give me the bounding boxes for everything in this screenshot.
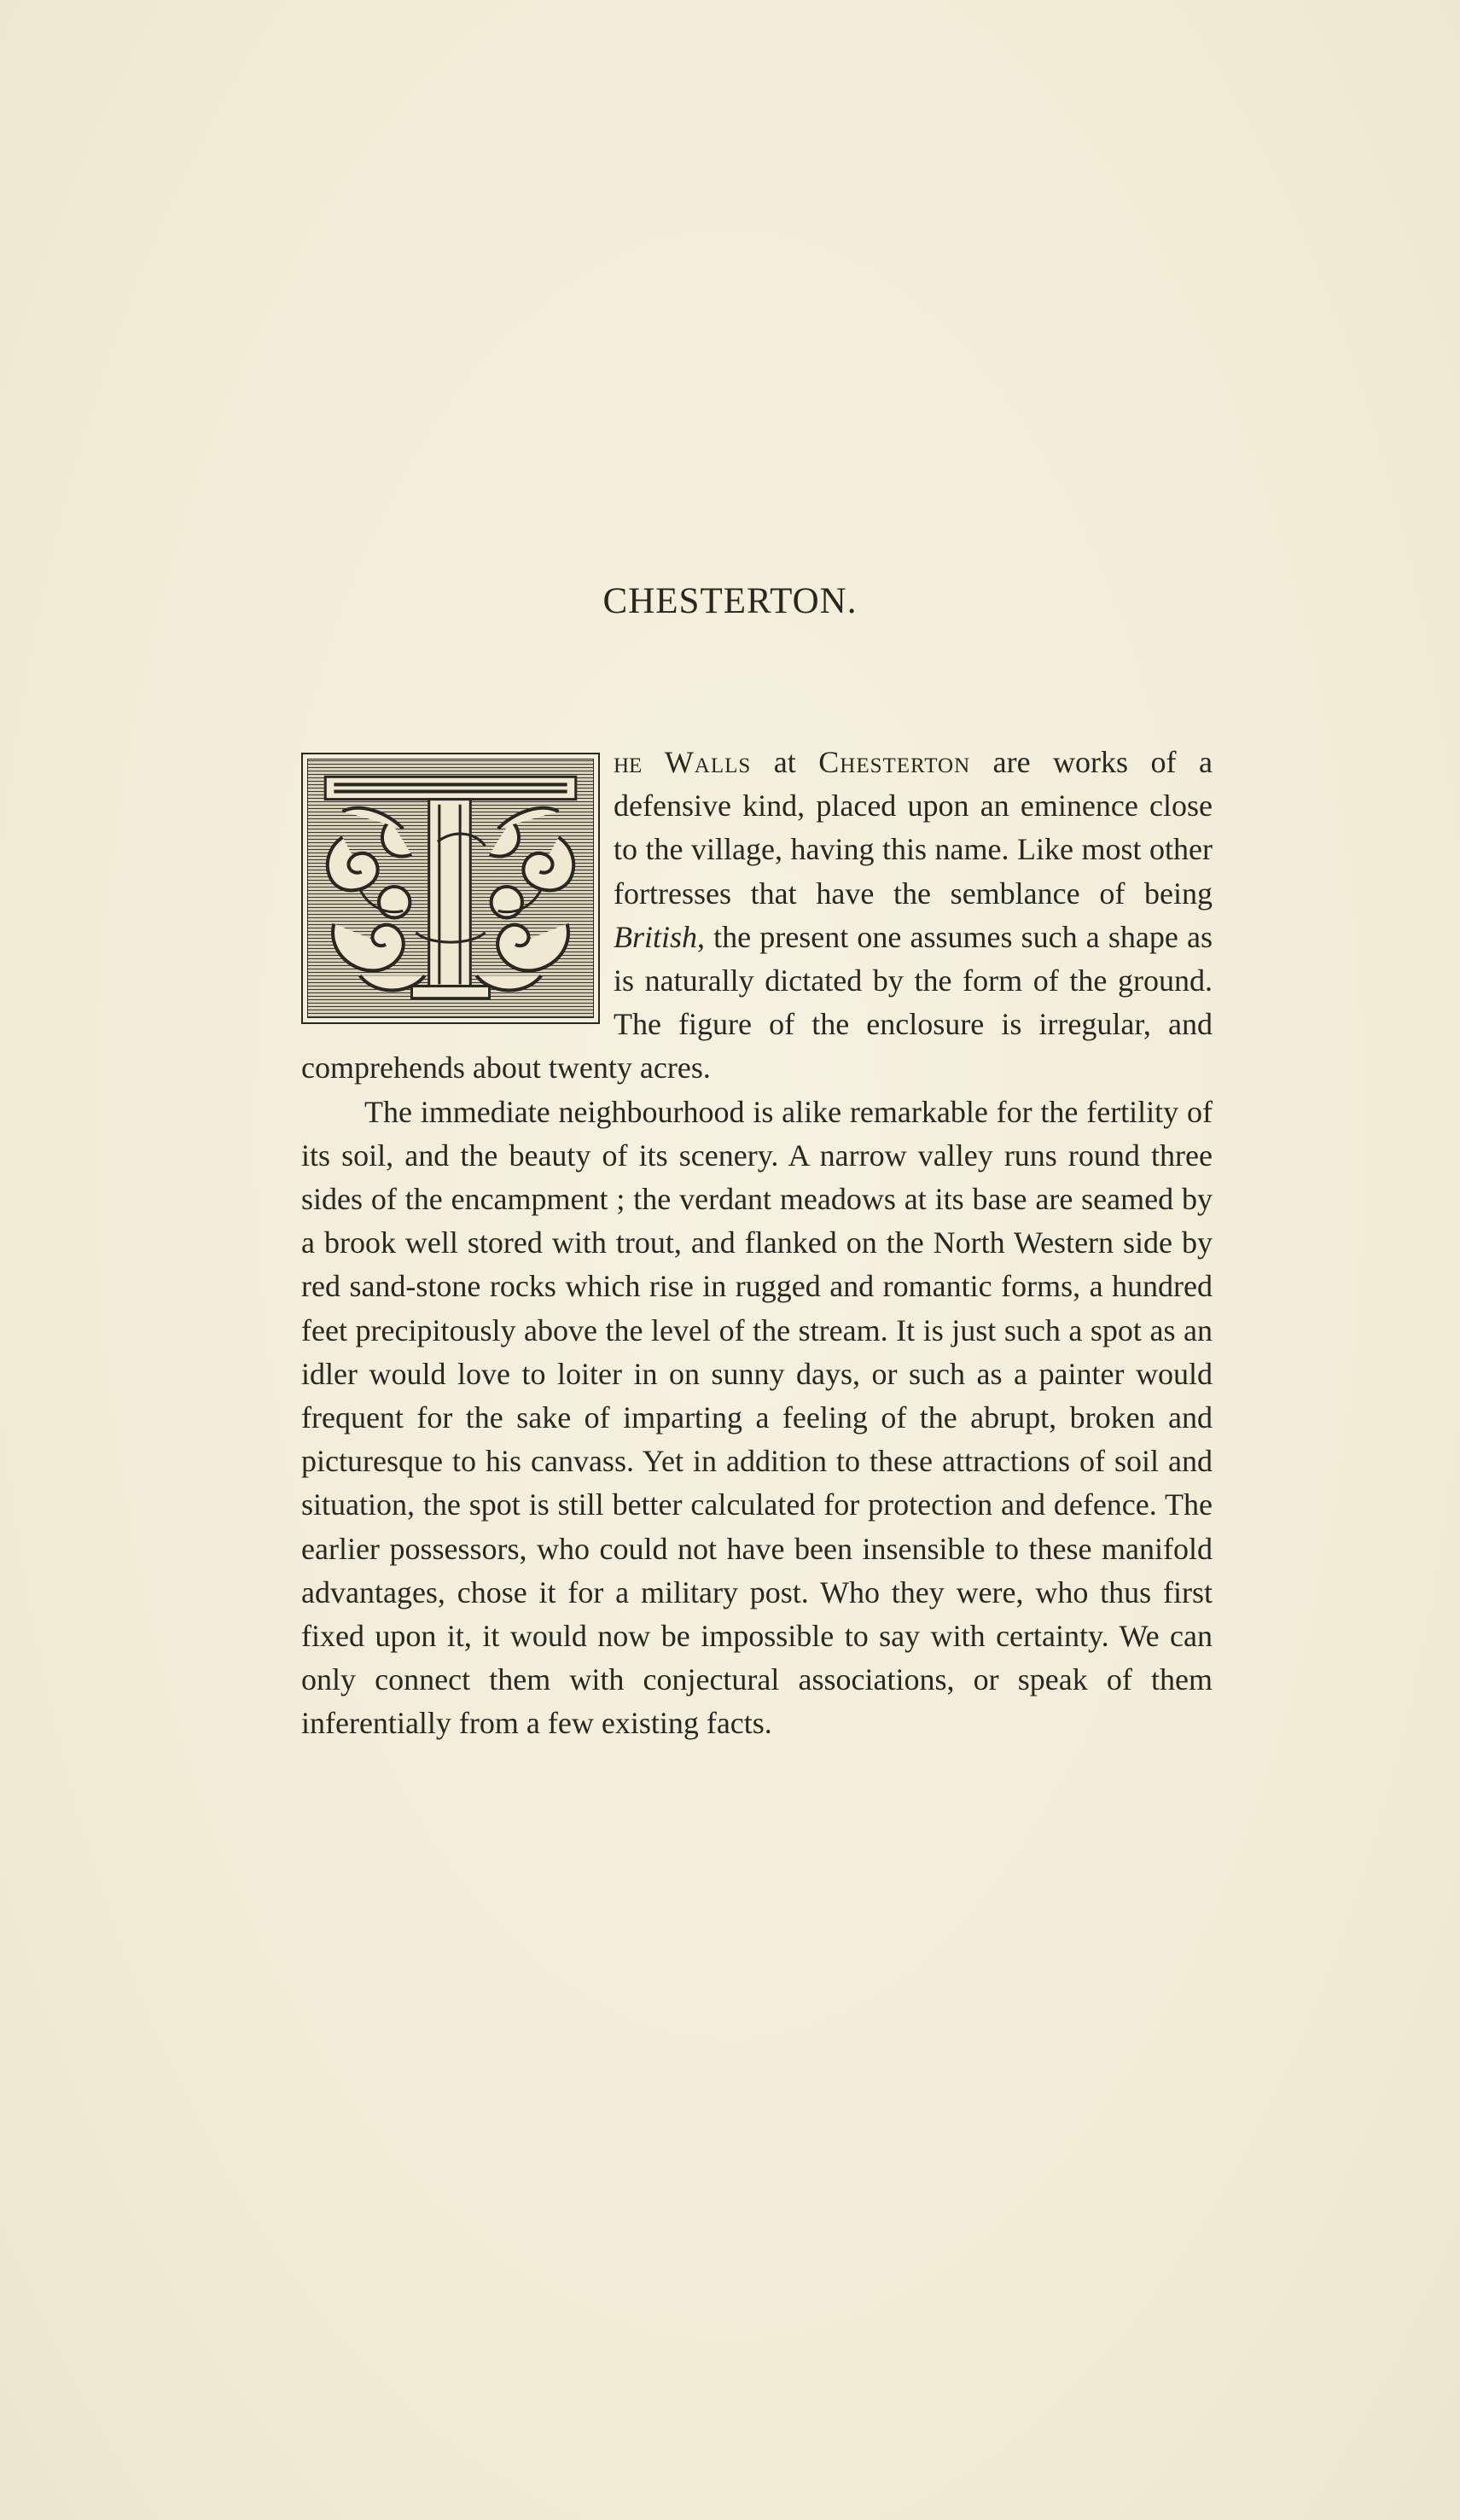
small-caps-place-name: Chesterton	[818, 745, 971, 779]
foliage-ornament-icon	[308, 759, 593, 1017]
decorated-initial	[301, 753, 600, 1024]
connector-text: at	[751, 745, 819, 779]
italic-word: British	[614, 919, 698, 954]
opening-word: he	[614, 745, 643, 779]
page-title: CHESTERTON.	[602, 581, 858, 621]
decorated-initial-ornament	[307, 759, 594, 1018]
paragraph-2: The immediate neighbourhood is alike remarkable for the fertility of its soil, and the beauty of its scenery. A narrow valley runs round three sides of the encampment ; the verdant meadows at its base are seamed by a brook well stored with trout, and flanked on the North Western side by red sand-stone rocks which rise in rugged and romantic forms, a hundred feet precipitously above the level of the stream. It is just such a spot as an idler would love to loiter in on sunny days, or such as a painter would frequent for the sake of imparting a feeling of the abrupt, broken and picturesque to his canvass. Yet in addition to these attractions of soil and situation, the spot is still better calculated for protection and defence. The earlier possessors, who could not have been insensible to these manifold advantages, chose it for a military post. Who they were, who thus first fixed upon it, it would now be impossible to say with certainty. We can only connect them with conjectural associations, or speak of them inferentially from a few existing facts.	[301, 1094, 1213, 1741]
body-text	[301, 741, 1213, 1746]
paragraph-1-text-a: are works of a defensive kind, placed upon an eminence close to the village, having this name. Like most other fortresses that have the semblance of being	[614, 745, 1213, 911]
paragraph-1-text-b: , the present one assumes such a shape as is naturally dictated by the form of the ground. The figure of the enclosure is irregular, and comprehends about twenty acres.	[301, 919, 1213, 1085]
small-caps-walls: Walls	[664, 745, 752, 779]
